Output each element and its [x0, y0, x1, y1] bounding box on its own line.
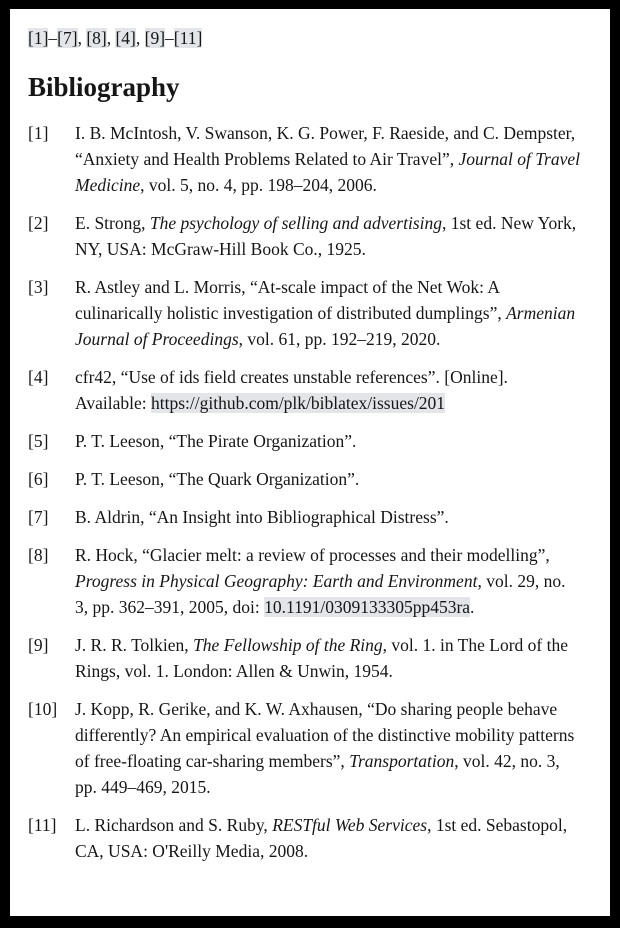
text-segment: J. Kopp, R. Gerike, and K. W. Axhausen, “Do sharing people behave differently? An empirical evaluation of the distinctive mobility patterns of free-floating car-sharing members”,: [75, 699, 575, 771]
entry-text: [75, 428, 581, 454]
bib-entry: [28, 364, 581, 416]
link-highlight[interactable]: 10.1191/0309133305pp453ra: [264, 597, 471, 617]
link-highlight[interactable]: [1]: [28, 28, 49, 48]
text-segment: –: [48, 28, 58, 48]
entry-label: [4]: [28, 367, 49, 387]
bib-entry: [28, 210, 581, 262]
text-segment: R. Hock, “Glacier melt: a review of processes and their modelling”,: [75, 545, 550, 565]
entry-text: [75, 466, 581, 492]
italic-title-text: Armenian Journal of Proceedings: [75, 303, 576, 349]
text-segment: , vol. 1. in The Lord of the Rings, vol. 1. London: Allen & Unwin, 1954.: [75, 635, 568, 681]
text-segment: , 1st ed. New York, NY, USA: McGraw-Hill Book Co., 1925.: [75, 213, 577, 259]
entry-label: [6]: [28, 469, 49, 489]
italic-title-text: RESTful Web Services: [272, 815, 428, 835]
bib-entry: [28, 274, 581, 352]
entry-label: [11]: [28, 815, 57, 835]
text-segment: , vol. 42, no. 3, pp. 449–469, 2015.: [75, 751, 560, 797]
document-page: [10, 9, 610, 916]
text-segment: I. B. McIntosh, V. Swanson, K. G. Power, F. Raeside, and C. Dempster, “Anxiety and Health Problems Related to Air Travel”,: [75, 123, 576, 169]
text-segment: –: [165, 28, 174, 48]
entry-label: [1]: [28, 123, 49, 143]
text-segment: , vol. 61, pp. 192–219, 2020.: [238, 329, 441, 349]
bib-entry: [28, 466, 581, 492]
bib-entry: [28, 812, 581, 864]
text-segment: J. R. R. Tolkien,: [75, 635, 194, 655]
text-segment: , vol. 29, no. 3, pp. 362–391, 2005, doi:: [75, 571, 566, 617]
text-segment: E. Strong,: [75, 213, 150, 233]
text-segment: R. Astley and L. Morris, “At-scale impact of the Net Wok: A culinarically holistic investigation of distributed dumplings”,: [75, 277, 507, 323]
text-segment: , vol. 5, no. 4, pp. 198–204, 2006.: [140, 175, 377, 195]
text-segment: ,: [106, 28, 116, 48]
entry-text: [75, 632, 581, 684]
text-segment: P. T. Leeson, “The Quark Organization”.: [75, 469, 360, 489]
italic-title-text: Transportation: [349, 751, 455, 771]
text-segment: L. Richardson and S. Ruby,: [75, 815, 273, 835]
entry-label: [9]: [28, 635, 49, 655]
bib-entry: [28, 632, 581, 684]
bibliography-list: [28, 120, 581, 864]
text-segment: B. Aldrin, “An Insight into Bibliographical Distress”.: [75, 507, 449, 527]
entry-label: [5]: [28, 431, 49, 451]
link-highlight[interactable]: https://github.com/plk/biblatex/issues/201: [150, 393, 446, 413]
bib-entry: [28, 428, 581, 454]
text-segment: cfr42, “Use of ids field creates unstable references”. [Online]. Available:: [75, 367, 508, 413]
entry-label: [8]: [28, 545, 49, 565]
text-segment: ,: [135, 28, 145, 48]
italic-title-text: Journal of Travel Medicine: [75, 149, 581, 195]
citation-references-line: [28, 25, 581, 51]
entry-text: [75, 210, 581, 262]
text-segment: ,: [77, 28, 87, 48]
link-highlight[interactable]: [11]: [173, 28, 203, 48]
entry-label: [10]: [28, 699, 58, 719]
bib-entry: [28, 120, 581, 198]
entry-text: [75, 812, 581, 864]
entry-label: [7]: [28, 507, 49, 527]
italic-title-text: The psychology of selling and advertising: [149, 213, 442, 233]
entry-label: [3]: [28, 277, 49, 297]
text-segment: P. T. Leeson, “The Pirate Organization”.: [75, 431, 357, 451]
entry-text: [75, 542, 581, 620]
link-highlight[interactable]: [7]: [57, 28, 78, 48]
entry-text: [75, 364, 581, 416]
bib-entry: [28, 542, 581, 620]
entry-text: [75, 696, 581, 800]
text-segment: .: [470, 597, 475, 617]
link-highlight[interactable]: [4]: [115, 28, 136, 48]
bibliography-heading: Bibliography: [28, 72, 180, 102]
entry-text: [75, 504, 581, 530]
bib-entry: [28, 696, 581, 800]
italic-title-text: Progress in Physical Geography: Earth and Environment: [75, 571, 478, 591]
link-highlight[interactable]: [9]: [144, 28, 166, 48]
entry-text: [75, 120, 581, 198]
entry-text: [75, 274, 581, 352]
entry-label: [2]: [28, 213, 49, 233]
text-segment: , 1st ed. Sebastopol, CA, USA: O'Reilly Media, 2008.: [75, 815, 568, 861]
bib-entry: [28, 504, 581, 530]
link-highlight[interactable]: [8]: [86, 28, 107, 48]
italic-title-text: The Fellowship of the Ring: [193, 635, 383, 655]
